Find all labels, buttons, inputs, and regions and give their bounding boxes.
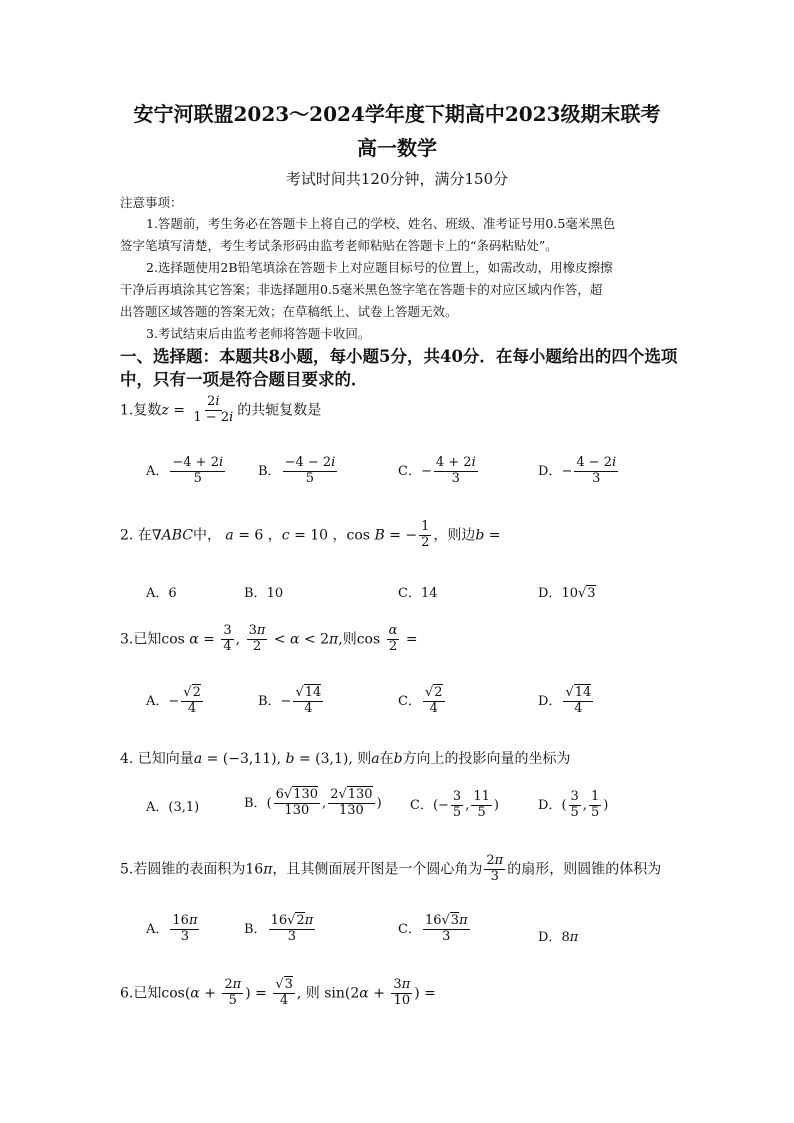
question-4: 4. 已知向量a = (−3,11), b = (3,1), 则a在b方向上的投影向量的坐标为 — [120, 751, 571, 767]
question-3-option-d: D． $\frac{√14}{4}$ — [538, 685, 592, 716]
question-1-suffix: 的共轭复数是 — [237, 402, 322, 419]
question-3: 3.已知cos α = $\frac{3}{4}$ , $\frac{3\pi}{2}$ < α < 2π,则cos $\frac{\alpha}{2}$ = — [120, 623, 418, 654]
notice-item-3: 3.考试结束后由监考老师将答题卡收回。 — [146, 326, 371, 341]
question-1-fraction: $\frac{2i}{1 - 2i}$ — [193, 394, 234, 425]
question-4-option-a: A．(3,1) — [146, 800, 200, 815]
question-6: 6.已知cos(α + $\frac{2\pi}{5}$ ) = $\frac{√3}{4}$ , 则 sin(2α + $\frac{3\pi}{10}$ ) = — [120, 977, 436, 1008]
question-1: 1.复数z = $\frac{2i}{1 - 2i}$ 的共轭复数是 — [120, 394, 322, 425]
exam-subject: 高一数学 — [357, 136, 437, 160]
notice-item-2-line-1: 2.选择题使用2B铅笔填涂在答题卡上对应题目标号的位置上，如需改动，用橡皮擦擦 — [146, 260, 613, 275]
question-5-option-b: B． $\frac{16√2\pi}{3}$ — [244, 913, 314, 944]
question-4-option-b: B．( $\frac{6√130}{130}$ , $\frac{2√130}{130}$ ) — [244, 787, 382, 818]
question-1-option-d: D．− $\frac{4 - 2i}{3}$ — [538, 455, 617, 486]
question-1-option-b: B． $\frac{-4 - 2i}{5}$ — [258, 455, 336, 486]
question-5-option-c: C． $\frac{16√3\pi}{3}$ — [398, 913, 468, 944]
question-3-option-c: C． $\frac{√2}{4}$ — [398, 685, 443, 716]
notice-item-1-line-2: 签字笔填写清楚，考生考试条形码由监考老师粘贴在答题卡上的“条码粘贴处”。 — [120, 238, 558, 253]
question-5-option-d: D．8π — [538, 930, 579, 945]
triangle-abc-symbol: ∇ABC — [151, 527, 193, 544]
question-4-option-d: D．( $\frac{3}{5}$ , $\frac{1}{5}$ ) — [538, 789, 609, 820]
notice-item-1-line-1: 1.答题前，考生务必在答题卡上将自己的学校、姓名、班级、准考证号用0.5毫米黑色 — [146, 216, 616, 231]
section-1-heading-line-1: 一、选择题：本题共8小题，每小题5分，共40分．在每小题给出的四个选项 — [120, 347, 678, 366]
question-2-option-b: B．10 — [244, 586, 284, 601]
question-2-option-a: A．6 — [146, 586, 177, 601]
notice-heading: 注意事项： — [120, 195, 183, 210]
question-2-option-c: C．14 — [398, 586, 438, 601]
question-3-option-a: A．− $\frac{√2}{4}$ — [146, 685, 201, 716]
question-5-option-a: A． $\frac{16\pi}{3}$ — [146, 913, 198, 944]
question-5: 5.若圆锥的表面积为16π，且其侧面展开图是一个圆心角为 $\frac{2\pi}{3}$ 的扇形，则圆锥的体积为 — [120, 853, 662, 884]
exam-time-note: 考试时间共120分钟，满分150分 — [285, 170, 509, 188]
question-4-option-c: C．(− $\frac{3}{5}$ , $\frac{11}{5}$ ) — [410, 789, 499, 820]
section-1-heading-line-2: 中，只有一项是符合题目要求的． — [120, 370, 368, 389]
question-1-option-c: C．− $\frac{4 + 2i}{3}$ — [398, 455, 476, 486]
question-2: 2. 在∇ABC中， a = 6 ，c = 10 ，cos B = − $\frac{1}{2}$ ，则边b = — [120, 519, 501, 550]
question-1-prefix: 1.复数 — [120, 402, 162, 419]
question-1-option-a: A． $\frac{-4 + 2i}{5}$ — [146, 455, 224, 486]
exam-title: 安宁河联盟2023～2024学年度下期高中2023级期末联考 — [133, 102, 661, 126]
question-3-option-b: B．− $\frac{√14}{4}$ — [258, 685, 322, 716]
question-2-option-d: D．10√3 — [538, 586, 596, 601]
notice-item-2-line-3: 出答题区域答题的答案无效；在草稿纸上、试卷上答题无效。 — [120, 304, 458, 319]
notice-item-2-line-2: 干净后再填涂其它答案；非选择题用0.5毫米黑色签字笔在答题卡的对应区域内作答，超 — [120, 282, 603, 297]
